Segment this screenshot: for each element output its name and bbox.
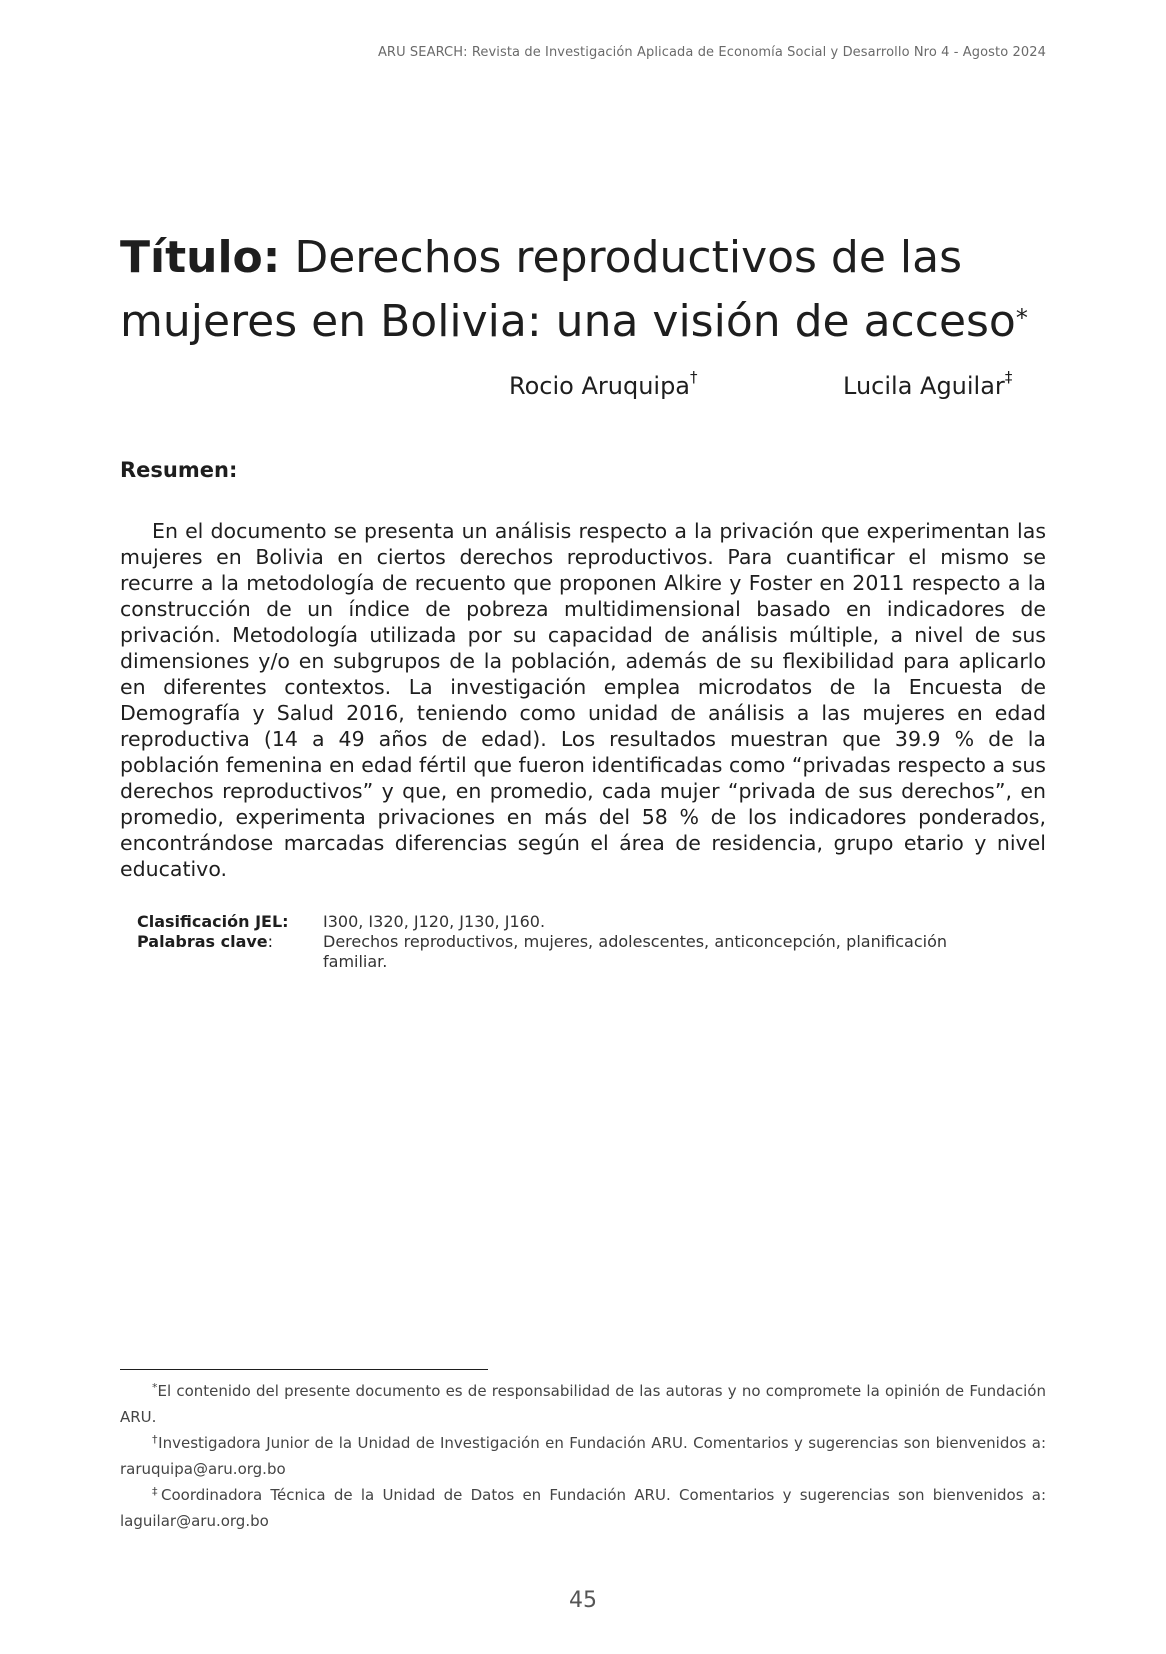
author-name: Lucila Aguilar bbox=[843, 372, 1005, 400]
jel-value: I300, I320, J120, J130, J160. bbox=[323, 912, 546, 931]
footnotes bbox=[120, 1378, 1046, 1534]
author-footnote-mark[interactable]: † bbox=[690, 368, 698, 386]
keywords-label: Palabras clave bbox=[137, 932, 268, 951]
jel-row bbox=[137, 912, 957, 932]
author bbox=[509, 368, 698, 400]
abstract-heading: Resumen: bbox=[120, 458, 238, 482]
keywords-colon: : bbox=[267, 932, 274, 951]
footnote bbox=[120, 1430, 1046, 1482]
paper-title bbox=[120, 226, 1060, 354]
author-list bbox=[0, 368, 1046, 412]
title-label: Título: bbox=[120, 232, 281, 283]
keywords-value: Derechos reproductivos, mujeres, adolescentes, anticoncepción, planificación familiar. bbox=[323, 932, 947, 971]
footnote-text: Investigadora Junior de la Unidad de Investigación en Fundación ARU. Comentarios y sugerencias son bienvenidos a: raruquipa@aru.org.bo bbox=[120, 1434, 1047, 1478]
title-footnote-mark[interactable]: * bbox=[1015, 304, 1028, 332]
author-name: Rocio Aruquipa bbox=[509, 372, 691, 400]
author-footnote-mark[interactable]: ‡ bbox=[1004, 368, 1013, 386]
footnote-divider bbox=[120, 1369, 488, 1370]
footnote bbox=[120, 1378, 1046, 1430]
footnote-text: Coordinadora Técnica de la Unidad de Datos en Fundación ARU. Comentarios y sugerencias son bienvenidos a: laguilar@aru.org.bo bbox=[120, 1486, 1046, 1530]
keywords-row bbox=[137, 932, 957, 972]
page-number: 45 bbox=[569, 1588, 597, 1613]
keywords-label-wrap bbox=[137, 932, 323, 972]
jel-label: Clasificación JEL: bbox=[137, 912, 289, 931]
footnote-mark: * bbox=[152, 1381, 158, 1394]
running-header: ARU SEARCH: Revista de Investigación Aplicada de Economía Social y Desarrollo Nro 4 - Agosto 2024 bbox=[377, 45, 1046, 60]
footnote-mark: † bbox=[152, 1433, 159, 1446]
classification-block bbox=[137, 912, 957, 972]
footnote-text: El contenido del presente documento es de responsabilidad de las autoras y no compromete la opinión de Fundación ARU. bbox=[120, 1382, 1046, 1426]
footnote-mark: ‡ bbox=[152, 1485, 161, 1498]
footnote bbox=[120, 1482, 1046, 1534]
author bbox=[843, 368, 1013, 400]
abstract-body: En el documento se presenta un análisis respecto a la privación que experimentan las mujeres en Bolivia en ciertos derechos reproductivos. Para cuantificar el mismo se recurre a la metodología de recuento que proponen Alkire y Foster en 2011 respecto a la construcción de un índice de pobreza multidimensional basado en indicadores de privación. Metodología utilizada por su capacidad de análisis múltiple, a nivel de sus dimensiones y/o en subgrupos de la población, además de su flexibilidad para aplicarlo en diferentes contextos. La investigación emplea microdatos de la Encuesta de Demografía y Salud 2016, teniendo como unidad de análisis a las mujeres en edad reproductiva (14 a 49 años de edad). Los resultados muestran que 39.9 % de la población femenina en edad fértil que fueron identificadas como “privadas respecto a sus derechos reproductivos” y que, en promedio, cada mujer “privada de sus derechos”, en promedio, experimenta privaciones en más del 58 % de los indicadores ponderados, encontrándose marcadas diferencias según el área de residencia, grupo etario y nivel educativo. bbox=[120, 519, 1046, 881]
title-text: Derechos reproductivos de las mujeres en Bolivia: una visión de acceso bbox=[120, 232, 1016, 347]
